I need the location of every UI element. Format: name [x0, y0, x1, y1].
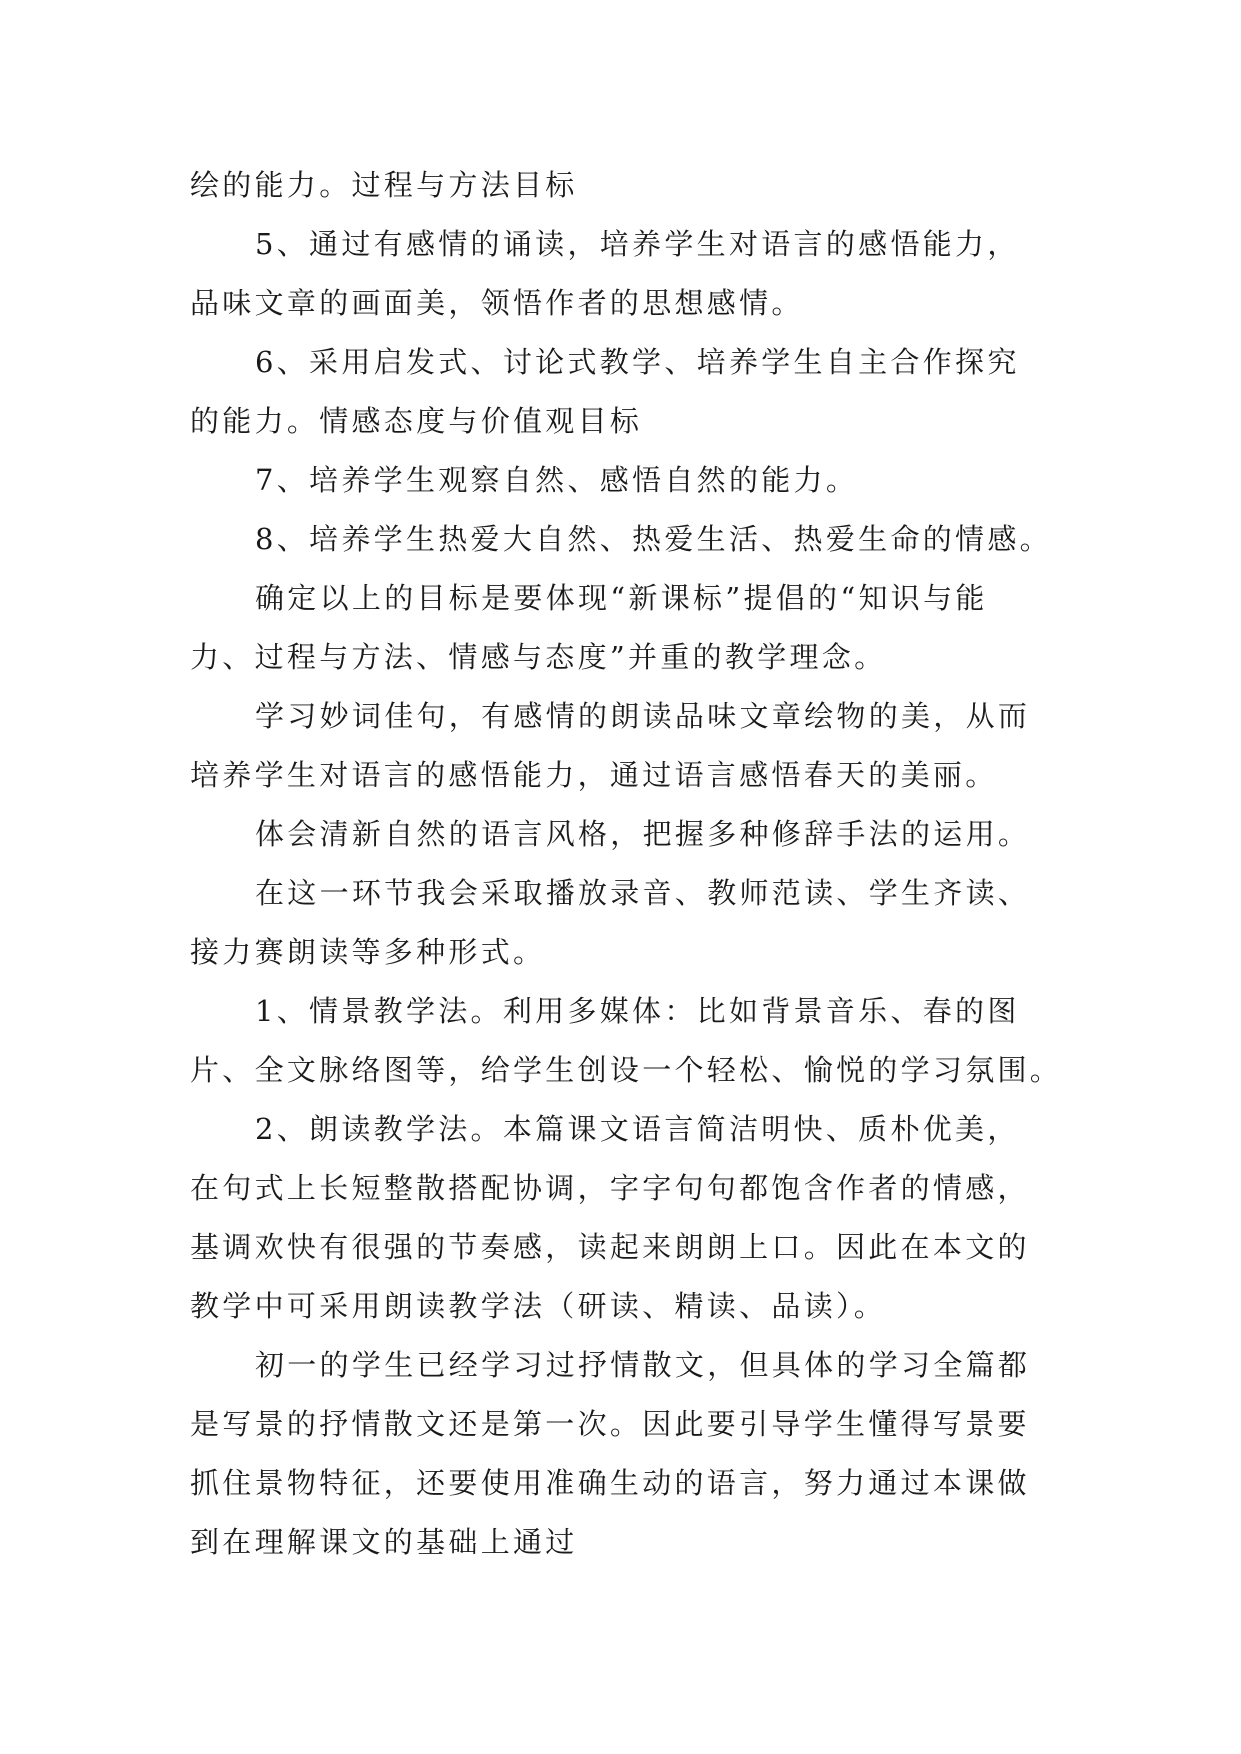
text-line: 的能力。情感态度与价值观目标	[190, 404, 643, 438]
text-line: 8、培养学生热爱大自然、热爱生活、热爱生命的情感。	[255, 522, 1052, 556]
text-line: 到在理解课文的基础上通过	[190, 1525, 578, 1559]
text-line: 在这一环节我会采取播放录音、教师范读、学生齐读、	[255, 876, 1031, 910]
text-line: 片、全文脉络图等，给学生创设一个轻松、愉悦的学习氛围。	[190, 1053, 1063, 1087]
text-line: 初一的学生已经学习过抒情散文，但具体的学习全篇都	[255, 1348, 1031, 1382]
text-line: 接力赛朗读等多种形式。	[190, 935, 546, 969]
text-line: 抓住景物特征，还要使用准确生动的语言，努力通过本课做	[190, 1466, 1030, 1500]
text-line: 是写景的抒情散文还是第一次。因此要引导学生懂得写景要	[190, 1407, 1030, 1441]
text-line: 1、情景教学法。利用多媒体：比如背景音乐、春的图	[255, 994, 1020, 1028]
text-line: 培养学生对语言的感悟能力，通过语言感悟春天的美丽。	[190, 758, 998, 792]
text-line: 基调欢快有很强的节奏感，读起来朗朗上口。因此在本文的	[190, 1230, 1030, 1264]
text-line: 品味文章的画面美，领悟作者的思想感情。	[190, 286, 804, 320]
text-line: 7、培养学生观察自然、感悟自然的能力。	[255, 463, 859, 497]
text-line: 学习妙词佳句，有感情的朗读品味文章绘物的美，从而	[255, 699, 1031, 733]
text-line: 在句式上长短整散搭配协调，字字句句都饱含作者的情感，	[190, 1171, 1030, 1205]
text-line: 6、采用启发式、讨论式教学、培养学生自主合作探究	[255, 345, 1020, 379]
text-line: 教学中可采用朗读教学法（研读、精读、品读）。	[190, 1289, 887, 1323]
text-line: 确定以上的目标是要体现“新课标”提倡的“知识与能	[255, 581, 988, 615]
text-line: 2、朗读教学法。本篇课文语言简洁明快、质朴优美，	[255, 1112, 1020, 1146]
text-line: 绘的能力。过程与方法目标	[190, 168, 578, 202]
text-line: 体会清新自然的语言风格，把握多种修辞手法的运用。	[255, 817, 1031, 851]
text-line: 5、通过有感情的诵读，培养学生对语言的感悟能力，	[255, 227, 1020, 261]
text-line: 力、过程与方法、情感与态度”并重的教学理念。	[190, 640, 887, 674]
